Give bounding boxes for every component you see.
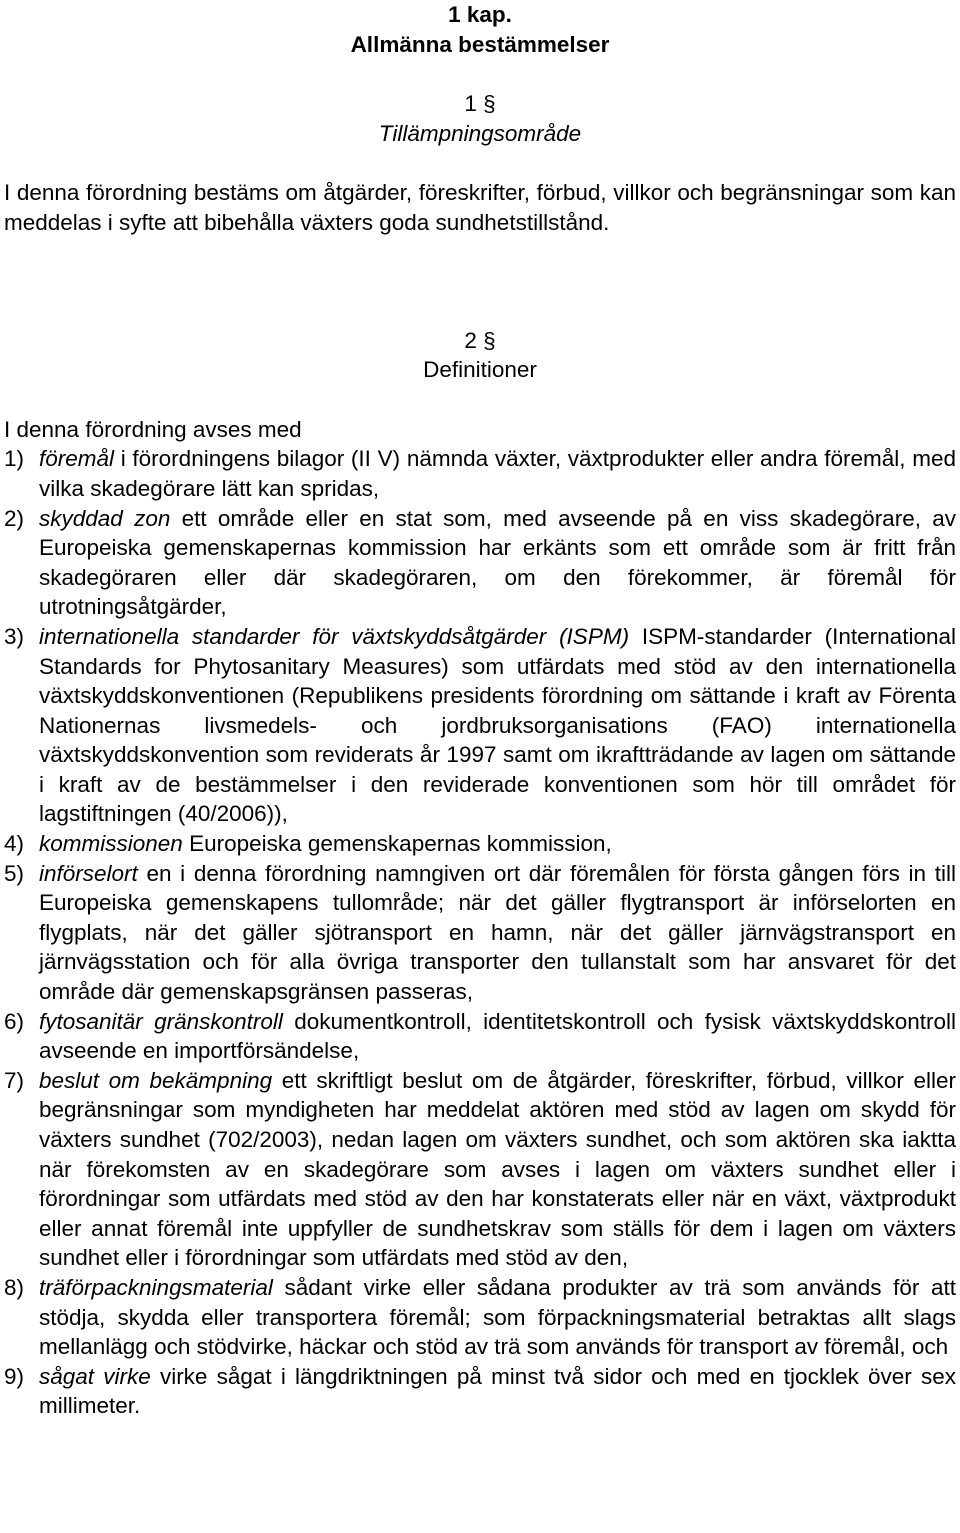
definition-text: dokumentkontroll, identitetskontroll och fysisk växtskyddskontroll avseende en importförsändelse, (39, 1008, 956, 1064)
item-number: 9) (4, 1363, 25, 1389)
item-number: 6) (4, 1008, 25, 1034)
definition-text: i förordningens bilagor (II V) nämnda växter, växtprodukter eller andra föremål, med vilka skadegörare lätt kan spridas, (39, 446, 956, 501)
definition-term: införselort (39, 860, 138, 886)
item-number: 5) (4, 860, 25, 886)
definition-text: ett skriftligt beslut om de åtgärder, föreskrifter, förbud, villkor eller begränsningar som myndigheten har meddelat aktören med stöd av lagen om skydd för växters sundhet (702/2003), nedan lagen om växters sundhet, och som aktören ska iaktta när förekomsten av en skadegörare som avses i lagen om växters sundhet eller i förordningar som utfärdats med stöd av den har konstaterats eller när en växt, växtprodukt eller annat föremål inte uppfyller de sundhetskrav som ställs för dem i lagen om växters sundhet eller i förordningar som utfärdats med stöd av den, (39, 1067, 956, 1271)
definition-term: sågat virke (39, 1363, 151, 1389)
definition-item (4, 829, 956, 859)
definition-term: internationella standarder för växtskyddsåtgärder (ISPM) (39, 623, 630, 649)
definition-item (4, 622, 956, 829)
item-number: 3) (4, 623, 25, 649)
item-number: 2) (4, 505, 25, 531)
section-1-title: Tillämpningsområde (378, 120, 582, 146)
item-number: 4) (4, 831, 25, 857)
section-2-intro: I denna förordning avses med (4, 416, 302, 442)
definition-item (4, 1273, 956, 1362)
definition-term: föremål (39, 446, 115, 472)
item-number: 7) (4, 1067, 25, 1093)
chapter-number: 1 kap. (448, 2, 512, 27)
definition-term: träförpackningsmaterial (39, 1274, 273, 1300)
definition-item (4, 859, 956, 1007)
item-number: 1) (4, 446, 25, 472)
item-number: 8) (4, 1274, 25, 1300)
section-2-title: Definitioner (423, 357, 537, 383)
definition-term: skyddad zon (39, 505, 171, 531)
section-1-text: I denna förordning bestäms om åtgärder, föreskrifter, förbud, villkor och begränsningar som kan meddelas i syfte att bibehålla växters goda sundhetstillstånd. (4, 180, 956, 235)
section-1-number: 1 § (464, 91, 496, 117)
definition-item (4, 504, 956, 622)
definition-term: kommissionen (39, 831, 183, 857)
definition-item (4, 1007, 956, 1066)
definition-text: ett område eller en stat som, med avseende på en viss skadegörare, av Europeiska gemenskapernas kommission har erkänts som ett område som är fritt från skadegöraren eller där skadegöraren, om den förekommer, är föremål för utrotningsåtgärder, (39, 505, 956, 620)
definition-text: Europeiska gemenskapernas kommission, (182, 831, 612, 857)
definition-text: virke sågat i längdriktningen på minst två sidor och med en tjocklek över sex millimeter. (39, 1363, 956, 1419)
definition-text: ISPM-standarder (International Standards for Phytosanitary Measures) som utfärdats med stöd av den internationella växtskyddskonventionen (Republikens presidents förordning om sättande i kraft av Förenta Nationernas livsmedels- och jordbruksorganisations (FAO) internationella växtskyddskonvention som reviderats år 1997 samt om ikraftträdande av lagen om sättande i kraft av de bestämmelser i den reviderade konventionen som hör till området för lagstiftningen (40/2006)), (39, 623, 956, 827)
section-2-number: 2 § (464, 327, 496, 353)
definition-term: fytosanitär gränskontroll (39, 1008, 283, 1034)
definition-text: sådant virke eller sådana produkter av trä som används för att stödja, skydda eller transportera föremål; som förpackningsmaterial betraktas allt slags mellanlägg och stödvirke, häckar och stöd av trä som används för transport av föremål, och (39, 1274, 956, 1360)
definition-term: beslut om bekämpning (39, 1067, 273, 1093)
chapter-title: Allmänna bestämmelser (350, 31, 610, 57)
definition-item (4, 444, 956, 503)
definition-item (4, 1066, 956, 1273)
definition-text: en i denna förordning namngiven ort där föremålen för första gången förs in till Europeiska gemenskapens tullområde; när det gäller flygtransport är införselorten en flygplats, när det gäller sjötransport en hamn, när det gäller järnvägstransport en järnvägsstation och för alla övriga transporter den tullanstalt som har ansvaret för det område där gemenskapsgränsen passeras, (39, 860, 956, 1005)
definition-item (4, 1362, 956, 1421)
definitions-list (4, 444, 956, 1421)
